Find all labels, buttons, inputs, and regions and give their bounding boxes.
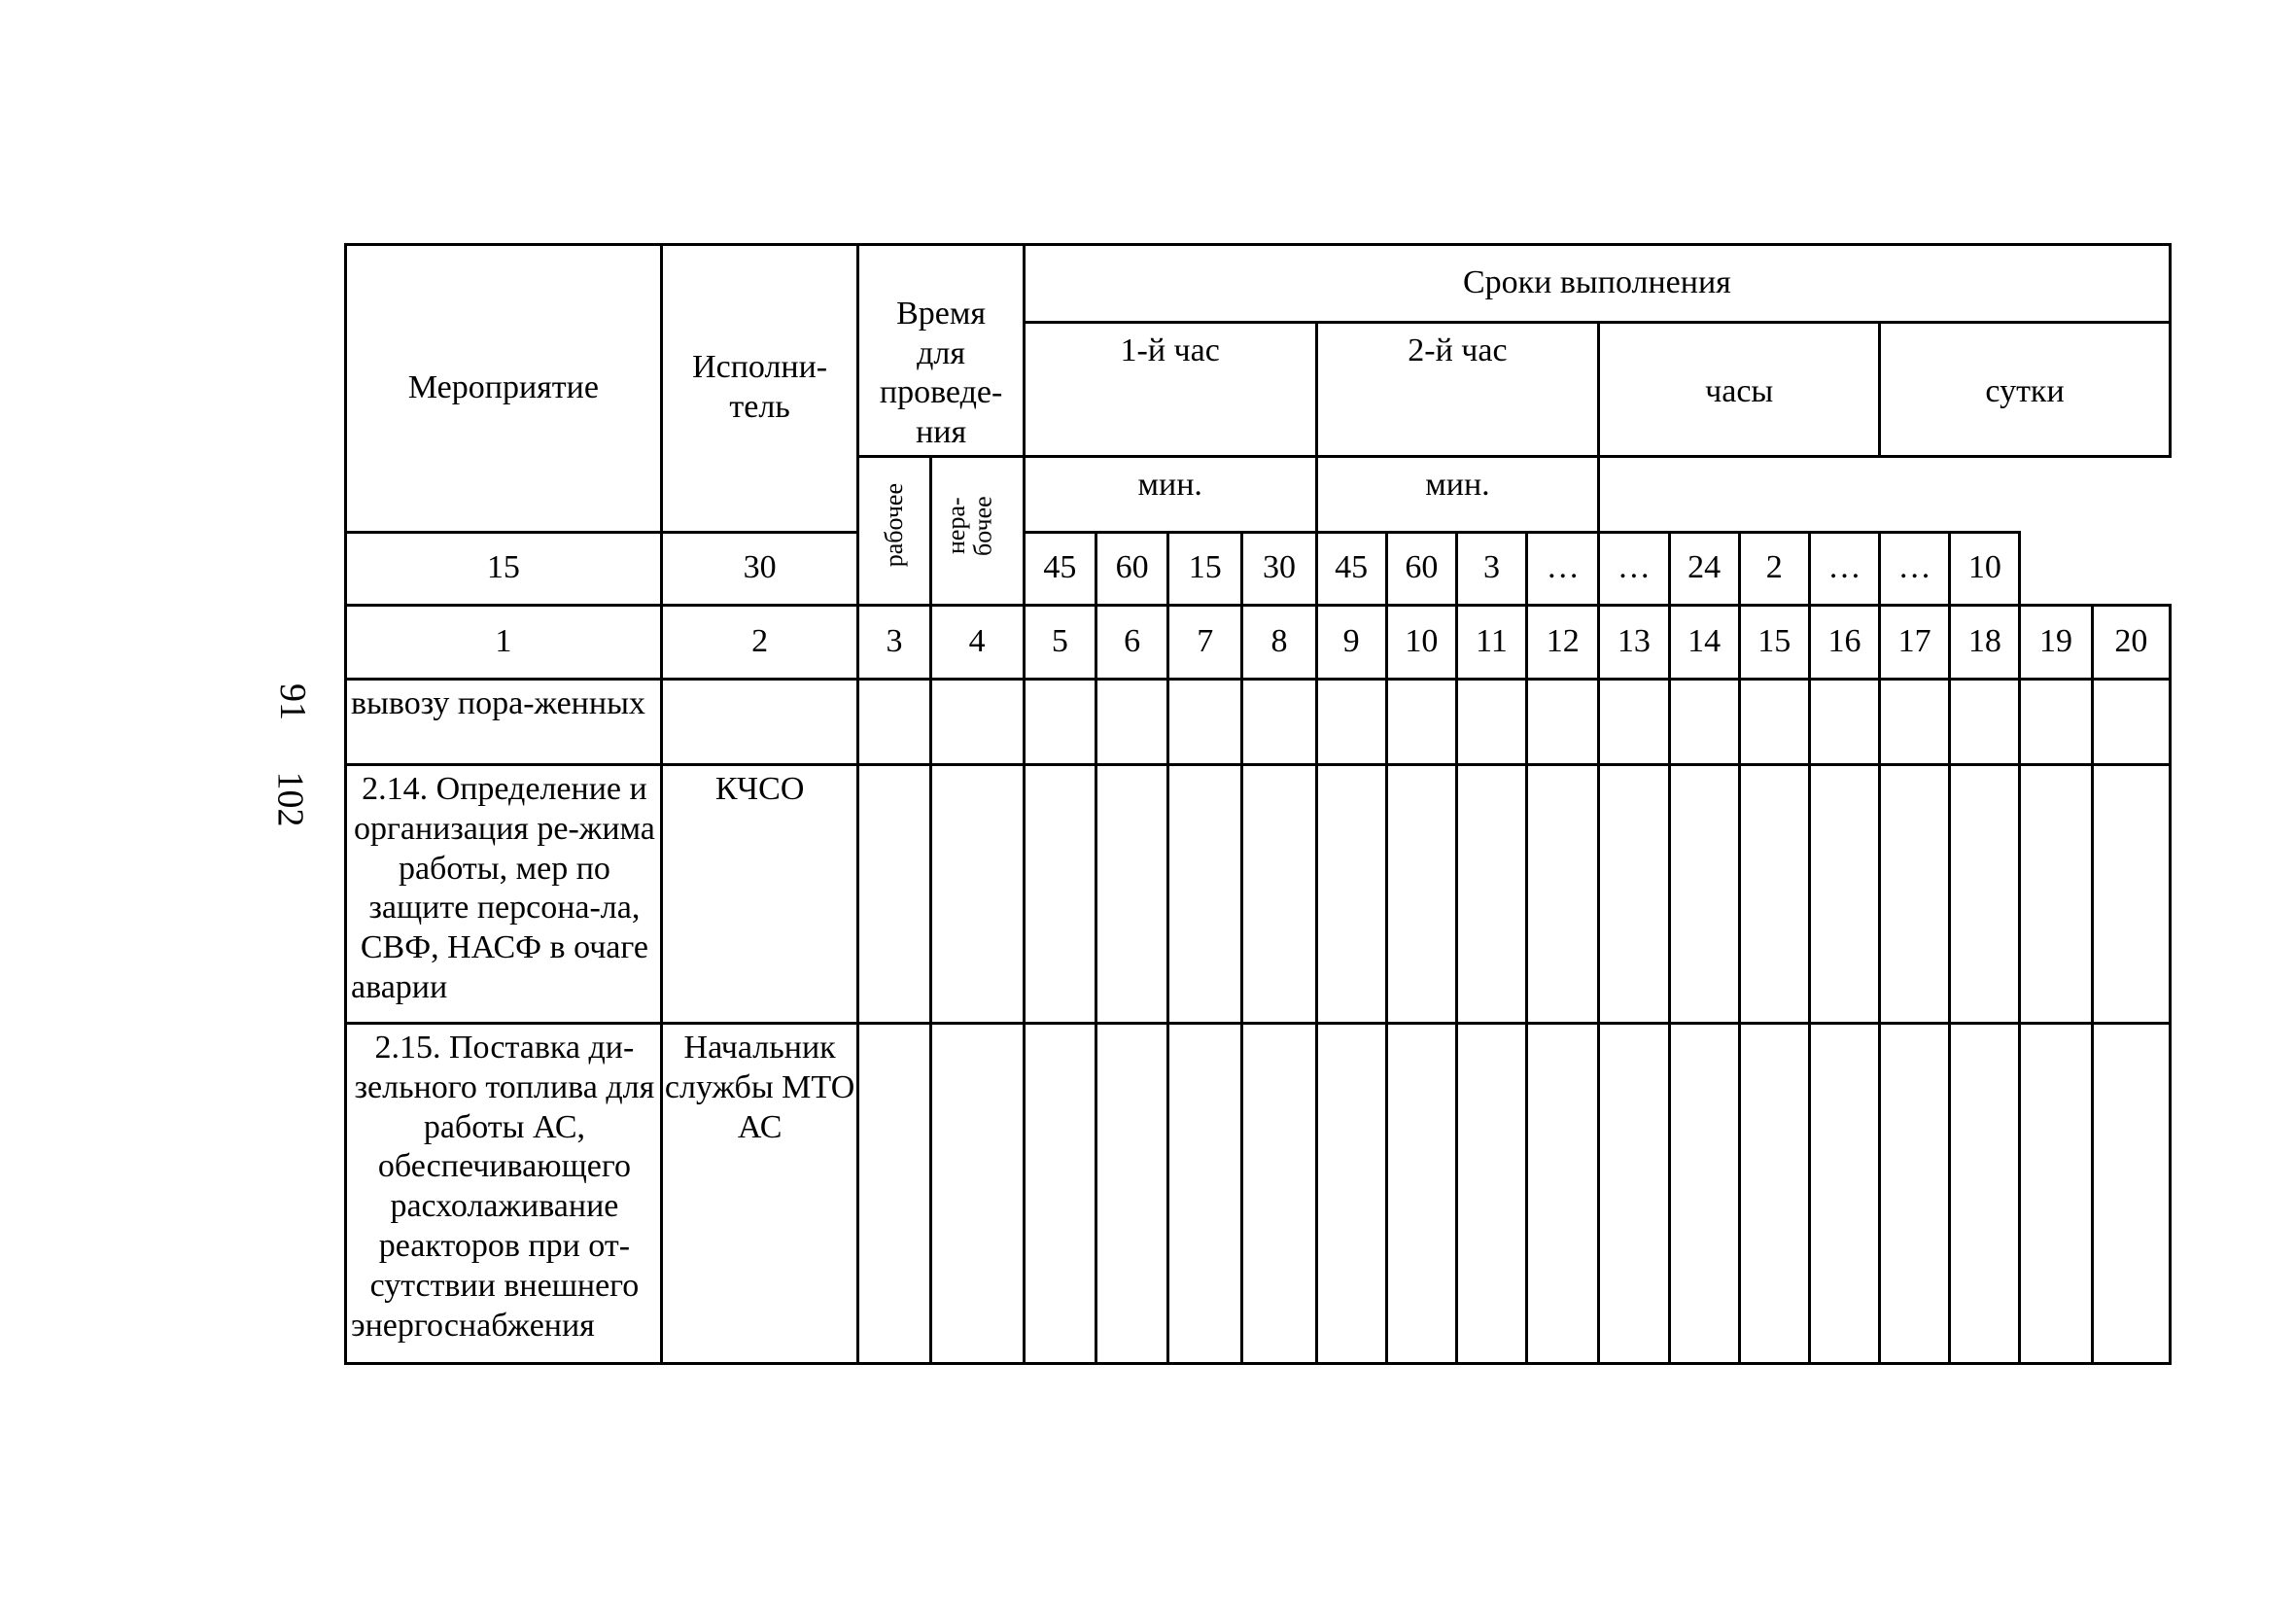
page-number-top: 91	[272, 683, 313, 720]
column-number: 7	[1168, 606, 1242, 680]
empty-cell	[1386, 680, 1456, 765]
executor-cell: Начальник службы МТО АС	[661, 1024, 858, 1364]
empty-cell	[930, 765, 1024, 1024]
header-activity: Мероприятие	[346, 245, 662, 533]
header-min-1: мин.	[1024, 457, 1316, 533]
empty-cell	[930, 680, 1024, 765]
column-number: 16	[1809, 606, 1879, 680]
empty-cell	[1242, 1024, 1316, 1364]
column-number: 15	[1739, 606, 1809, 680]
empty-cell	[1739, 1024, 1809, 1364]
header-working-label: рабочее	[880, 483, 909, 568]
column-number: 10	[1386, 606, 1456, 680]
column-number: 14	[1669, 606, 1739, 680]
empty-cell	[1316, 1024, 1386, 1364]
column-number: 18	[1950, 606, 2020, 680]
header-nonworking	[930, 457, 1024, 606]
empty-cell	[1456, 765, 1526, 1024]
header-deadlines: Сроки выполнения	[1024, 245, 2170, 323]
empty-cell	[858, 680, 930, 765]
column-number: 12	[1527, 606, 1599, 680]
column-number-row	[346, 606, 2171, 680]
tick-cell: 15	[1168, 532, 1242, 605]
header-hours: часы	[1599, 323, 1880, 457]
tick-cell: 2	[1739, 532, 1809, 605]
empty-cell	[1669, 1024, 1739, 1364]
empty-cell	[1669, 765, 1739, 1024]
empty-cell	[1168, 680, 1242, 765]
empty-cell	[1316, 680, 1386, 765]
page-number-bottom: 102	[269, 771, 311, 827]
tick-cell: 45	[1024, 532, 1096, 605]
schedule-table	[344, 243, 2172, 1365]
executor-cell	[661, 680, 858, 765]
empty-cell	[1168, 1024, 1242, 1364]
header-working	[858, 457, 930, 606]
empty-cell	[1024, 1024, 1096, 1364]
empty-cell	[2092, 680, 2170, 765]
empty-cell	[2092, 765, 2170, 1024]
empty-cell	[930, 1024, 1024, 1364]
header-hour-1: 1-й час	[1024, 323, 1316, 457]
empty-cell	[1809, 1024, 1879, 1364]
tick-cell: …	[1880, 532, 1950, 605]
empty-cell	[1386, 765, 1456, 1024]
empty-cell	[1809, 680, 1879, 765]
empty-cell	[1024, 680, 1096, 765]
empty-cell	[1168, 765, 1242, 1024]
empty-cell	[1880, 765, 1950, 1024]
empty-cell	[1809, 765, 1879, 1024]
page-numbers	[255, 661, 332, 836]
header-time-for: Время для проведе-ния	[858, 245, 1024, 457]
empty-cell	[1096, 680, 1168, 765]
empty-cell	[1669, 680, 1739, 765]
empty-cell	[1024, 765, 1096, 1024]
empty-cell	[1242, 765, 1316, 1024]
column-number: 9	[1316, 606, 1386, 680]
empty-cell	[2020, 1024, 2092, 1364]
table-row	[346, 1024, 2171, 1364]
tick-cell: 60	[1386, 532, 1456, 605]
header-nonworking-label: нера-бочее	[942, 495, 997, 556]
header-days: сутки	[1880, 323, 2171, 457]
tick-cell: 60	[1096, 532, 1168, 605]
tick-cell: …	[1527, 532, 1599, 605]
empty-cell	[1527, 680, 1599, 765]
activity-cell: 2.15. Поставка ди-зельного топлива для работы АС, обеспечивающего расхолаживание реакторов при от-сутствии внешнего энергоснабжения	[346, 1024, 662, 1364]
empty-cell	[1880, 1024, 1950, 1364]
empty-cell	[1456, 1024, 1526, 1364]
tick-cell: 30	[1242, 532, 1316, 605]
empty-cell	[1880, 680, 1950, 765]
empty-cell	[1316, 765, 1386, 1024]
empty-cell	[1527, 765, 1599, 1024]
empty-cell	[1242, 680, 1316, 765]
column-number: 20	[2092, 606, 2170, 680]
empty-cell	[1599, 765, 1669, 1024]
column-number: 13	[1599, 606, 1669, 680]
empty-cell	[1096, 765, 1168, 1024]
empty-cell	[1950, 1024, 2020, 1364]
executor-cell: КЧСО	[661, 765, 858, 1024]
empty-cell	[1456, 680, 1526, 765]
header-hour-2: 2-й час	[1316, 323, 1599, 457]
empty-cell	[1739, 680, 1809, 765]
empty-cell	[1739, 765, 1809, 1024]
empty-cell	[1950, 765, 2020, 1024]
tick-cell: …	[1599, 532, 1669, 605]
header-min-2: мин.	[1316, 457, 1599, 533]
column-number: 5	[1024, 606, 1096, 680]
column-number: 1	[346, 606, 662, 680]
column-number: 3	[858, 606, 930, 680]
tick-cell: 45	[1316, 532, 1386, 605]
empty-cell	[2020, 680, 2092, 765]
empty-cell	[1599, 680, 1669, 765]
tick-row	[346, 532, 2171, 605]
column-number: 4	[930, 606, 1024, 680]
tick-cell: 3	[1456, 532, 1526, 605]
empty-cell	[858, 765, 930, 1024]
activity-cell: вывозу пора-женных	[346, 680, 662, 765]
empty-cell	[1599, 1024, 1669, 1364]
table-row	[346, 765, 2171, 1024]
empty-cell	[1096, 1024, 1168, 1364]
column-number: 8	[1242, 606, 1316, 680]
activity-cell: 2.14. Определение и организация ре-жима работы, мер по защите персона-ла, СВФ, НАСФ в очаге аварии	[346, 765, 662, 1024]
tick-cell: 10	[1950, 532, 2020, 605]
column-number: 2	[661, 606, 858, 680]
empty-cell	[1950, 680, 2020, 765]
empty-cell	[858, 1024, 930, 1364]
header-executor: Исполни-тель	[661, 245, 858, 533]
empty-cell	[2092, 1024, 2170, 1364]
column-number: 11	[1456, 606, 1526, 680]
header-row-1	[346, 245, 2171, 323]
column-number: 17	[1880, 606, 1950, 680]
empty-cell	[1386, 1024, 1456, 1364]
table-row	[346, 680, 2171, 765]
column-number: 6	[1096, 606, 1168, 680]
tick-cell: 30	[661, 532, 858, 605]
tick-cell: 15	[346, 532, 662, 605]
empty-cell	[2020, 765, 2092, 1024]
empty-cell	[1527, 1024, 1599, 1364]
tick-cell: …	[1809, 532, 1879, 605]
column-number: 19	[2020, 606, 2092, 680]
tick-cell: 24	[1669, 532, 1739, 605]
